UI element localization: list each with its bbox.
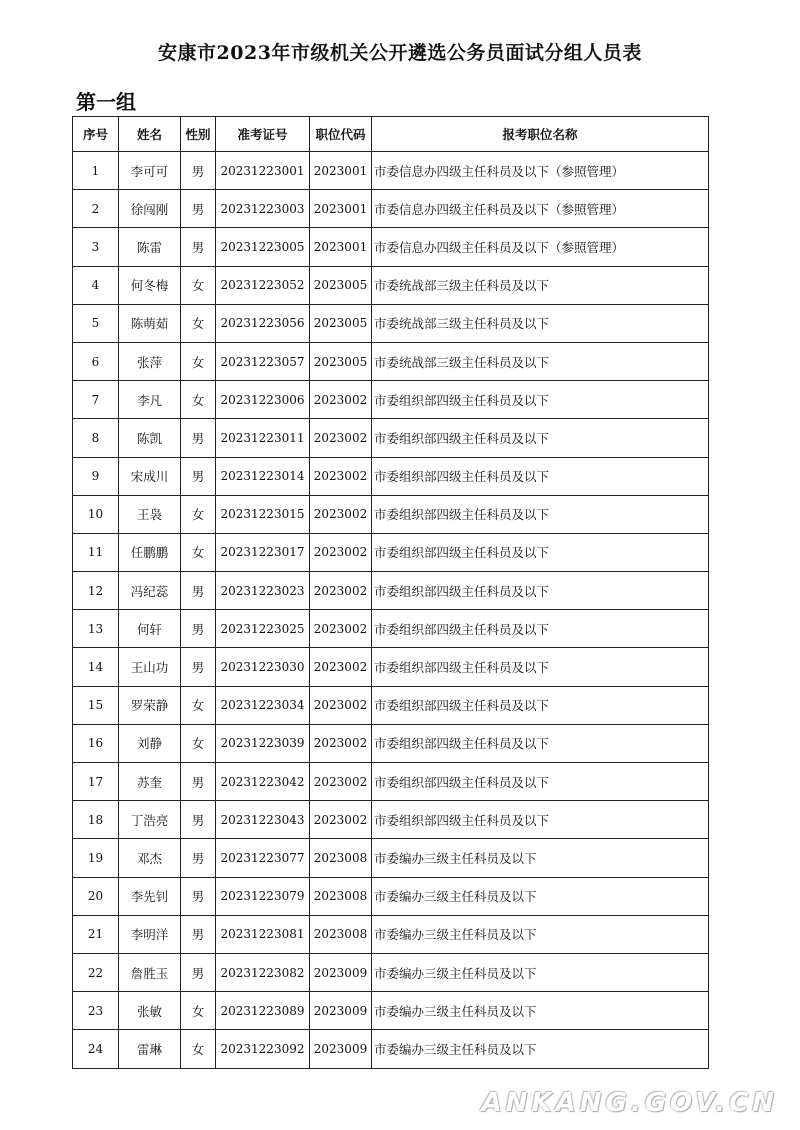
table-row: [73, 304, 709, 342]
cell-seq: 4: [73, 266, 119, 304]
cell-position-name: 市委编办三级主任科员及以下: [372, 992, 709, 1030]
cell-name: 罗荣静: [119, 686, 181, 724]
header-position-code: 职位代码: [310, 117, 372, 152]
header-name: 姓名: [119, 117, 181, 152]
cell-position-code: 2023008: [310, 915, 372, 953]
cell-position-code: 2023002: [310, 419, 372, 457]
cell-exam-id: 20231223030: [216, 648, 310, 686]
cell-seq: 18: [73, 801, 119, 839]
table-body: [73, 152, 709, 1069]
cell-position-name: 市委组织部四级主任科员及以下: [372, 724, 709, 762]
cell-name: 张萍: [119, 342, 181, 380]
cell-seq: 7: [73, 381, 119, 419]
cell-position-code: 2023005: [310, 342, 372, 380]
cell-seq: 10: [73, 495, 119, 533]
cell-position-code: 2023002: [310, 724, 372, 762]
cell-position-name: 市委组织部四级主任科员及以下: [372, 495, 709, 533]
cell-exam-id: 20231223006: [216, 381, 310, 419]
cell-gender: 女: [181, 495, 216, 533]
cell-exam-id: 20231223005: [216, 228, 310, 266]
table-row: [73, 228, 709, 266]
cell-seq: 6: [73, 342, 119, 380]
cell-gender: 男: [181, 457, 216, 495]
cell-position-code: 2023005: [310, 266, 372, 304]
cell-gender: 男: [181, 801, 216, 839]
cell-gender: 男: [181, 839, 216, 877]
cell-gender: 男: [181, 648, 216, 686]
cell-name: 雷琳: [119, 1030, 181, 1068]
table-row: [73, 763, 709, 801]
cell-position-name: 市委统战部三级主任科员及以下: [372, 266, 709, 304]
cell-name: 李可可: [119, 152, 181, 190]
cell-gender: 女: [181, 724, 216, 762]
cell-position-name: 市委组织部四级主任科员及以下: [372, 648, 709, 686]
table-row: [73, 686, 709, 724]
table-row: [73, 342, 709, 380]
cell-position-code: 2023009: [310, 953, 372, 991]
cell-seq: 12: [73, 572, 119, 610]
cell-gender: 女: [181, 381, 216, 419]
cell-exam-id: 20231223034: [216, 686, 310, 724]
cell-gender: 男: [181, 763, 216, 801]
cell-name: 李凡: [119, 381, 181, 419]
table-row: [73, 457, 709, 495]
cell-position-code: 2023002: [310, 381, 372, 419]
cell-position-name: 市委编办三级主任科员及以下: [372, 915, 709, 953]
table-row: [73, 724, 709, 762]
header-seq: 序号: [73, 117, 119, 152]
site-watermark: ANKANG.GOV.CN: [481, 1088, 778, 1118]
cell-name: 王袅: [119, 495, 181, 533]
cell-seq: 2: [73, 190, 119, 228]
cell-position-code: 2023002: [310, 686, 372, 724]
cell-gender: 男: [181, 228, 216, 266]
cell-name: 陈萌茹: [119, 304, 181, 342]
cell-exam-id: 20231223082: [216, 953, 310, 991]
table-header-row: [73, 117, 709, 152]
cell-gender: 女: [181, 533, 216, 571]
cell-exam-id: 20231223039: [216, 724, 310, 762]
cell-gender: 男: [181, 572, 216, 610]
cell-exam-id: 20231223092: [216, 1030, 310, 1068]
cell-position-name: 市委组织部四级主任科员及以下: [372, 763, 709, 801]
header-position-name: 报考职位名称: [372, 117, 709, 152]
cell-seq: 19: [73, 839, 119, 877]
cell-seq: 3: [73, 228, 119, 266]
cell-position-code: 2023008: [310, 877, 372, 915]
table-row: [73, 839, 709, 877]
table-row: [73, 915, 709, 953]
cell-exam-id: 20231223014: [216, 457, 310, 495]
cell-exam-id: 20231223052: [216, 266, 310, 304]
cell-name: 陈雷: [119, 228, 181, 266]
cell-name: 张敏: [119, 992, 181, 1030]
cell-name: 李先钊: [119, 877, 181, 915]
cell-exam-id: 20231223089: [216, 992, 310, 1030]
cell-position-name: 市委编办三级主任科员及以下: [372, 1030, 709, 1068]
table-row: [73, 801, 709, 839]
cell-seq: 13: [73, 610, 119, 648]
page-title: 安康市2023年市级机关公开遴选公务员面试分组人员表: [158, 42, 642, 64]
cell-exam-id: 20231223017: [216, 533, 310, 571]
cell-name: 丁浩亮: [119, 801, 181, 839]
cell-position-name: 市委编办三级主任科员及以下: [372, 877, 709, 915]
cell-name: 徐闯刚: [119, 190, 181, 228]
cell-name: 苏奎: [119, 763, 181, 801]
cell-name: 詹胜玉: [119, 953, 181, 991]
cell-seq: 9: [73, 457, 119, 495]
cell-position-code: 2023001: [310, 152, 372, 190]
cell-position-code: 2023002: [310, 801, 372, 839]
group-title: 第一组: [76, 90, 136, 114]
cell-seq: 5: [73, 304, 119, 342]
roster-table: [72, 116, 709, 1069]
cell-position-code: 2023002: [310, 457, 372, 495]
cell-gender: 男: [181, 610, 216, 648]
table-row: [73, 190, 709, 228]
cell-exam-id: 20231223079: [216, 877, 310, 915]
cell-gender: 男: [181, 953, 216, 991]
cell-position-code: 2023002: [310, 648, 372, 686]
table-row: [73, 992, 709, 1030]
cell-position-name: 市委组织部四级主任科员及以下: [372, 572, 709, 610]
cell-name: 任鹏鹏: [119, 533, 181, 571]
cell-exam-id: 20231223081: [216, 915, 310, 953]
cell-name: 邓杰: [119, 839, 181, 877]
cell-position-name: 市委组织部四级主任科员及以下: [372, 457, 709, 495]
cell-position-name: 市委统战部三级主任科员及以下: [372, 342, 709, 380]
table-row: [73, 533, 709, 571]
table-row: [73, 572, 709, 610]
cell-seq: 22: [73, 953, 119, 991]
cell-gender: 女: [181, 686, 216, 724]
cell-gender: 女: [181, 992, 216, 1030]
cell-name: 刘静: [119, 724, 181, 762]
cell-seq: 14: [73, 648, 119, 686]
table-row: [73, 1030, 709, 1068]
cell-gender: 男: [181, 877, 216, 915]
cell-name: 李明洋: [119, 915, 181, 953]
cell-exam-id: 20231223043: [216, 801, 310, 839]
table-row: [73, 495, 709, 533]
cell-seq: 21: [73, 915, 119, 953]
cell-position-name: 市委信息办四级主任科员及以下（参照管理）: [372, 190, 709, 228]
cell-exam-id: 20231223025: [216, 610, 310, 648]
cell-position-code: 2023005: [310, 304, 372, 342]
cell-name: 陈凯: [119, 419, 181, 457]
cell-position-code: 2023002: [310, 495, 372, 533]
cell-position-name: 市委组织部四级主任科员及以下: [372, 533, 709, 571]
cell-position-name: 市委组织部四级主任科员及以下: [372, 419, 709, 457]
cell-seq: 11: [73, 533, 119, 571]
cell-position-name: 市委信息办四级主任科员及以下（参照管理）: [372, 228, 709, 266]
cell-exam-id: 20231223042: [216, 763, 310, 801]
cell-position-name: 市委信息办四级主任科员及以下（参照管理）: [372, 152, 709, 190]
cell-gender: 女: [181, 304, 216, 342]
header-gender: 性别: [181, 117, 216, 152]
cell-name: 王山功: [119, 648, 181, 686]
cell-position-name: 市委组织部四级主任科员及以下: [372, 610, 709, 648]
cell-exam-id: 20231223057: [216, 342, 310, 380]
cell-seq: 23: [73, 992, 119, 1030]
cell-position-code: 2023002: [310, 610, 372, 648]
table-row: [73, 953, 709, 991]
table-row: [73, 152, 709, 190]
table-row: [73, 610, 709, 648]
cell-position-name: 市委统战部三级主任科员及以下: [372, 304, 709, 342]
header-exam-id: 准考证号: [216, 117, 310, 152]
cell-exam-id: 20231223023: [216, 572, 310, 610]
cell-position-name: 市委组织部四级主任科员及以下: [372, 801, 709, 839]
table-row: [73, 419, 709, 457]
cell-seq: 16: [73, 724, 119, 762]
cell-position-code: 2023009: [310, 1030, 372, 1068]
cell-gender: 女: [181, 266, 216, 304]
cell-name: 何轩: [119, 610, 181, 648]
cell-gender: 男: [181, 152, 216, 190]
cell-exam-id: 20231223001: [216, 152, 310, 190]
cell-seq: 1: [73, 152, 119, 190]
cell-gender: 男: [181, 915, 216, 953]
cell-gender: 男: [181, 419, 216, 457]
cell-seq: 24: [73, 1030, 119, 1068]
cell-position-code: 2023008: [310, 839, 372, 877]
cell-position-name: 市委组织部四级主任科员及以下: [372, 686, 709, 724]
cell-position-code: 2023002: [310, 763, 372, 801]
table-row: [73, 648, 709, 686]
table-row: [73, 266, 709, 304]
cell-exam-id: 20231223003: [216, 190, 310, 228]
cell-gender: 女: [181, 342, 216, 380]
cell-position-code: 2023009: [310, 992, 372, 1030]
cell-name: 冯纪蕊: [119, 572, 181, 610]
cell-seq: 8: [73, 419, 119, 457]
cell-seq: 20: [73, 877, 119, 915]
cell-position-code: 2023001: [310, 190, 372, 228]
cell-position-code: 2023001: [310, 228, 372, 266]
cell-gender: 女: [181, 1030, 216, 1068]
cell-exam-id: 20231223056: [216, 304, 310, 342]
cell-name: 宋成川: [119, 457, 181, 495]
cell-seq: 15: [73, 686, 119, 724]
table-row: [73, 381, 709, 419]
cell-exam-id: 20231223077: [216, 839, 310, 877]
table-row: [73, 877, 709, 915]
cell-exam-id: 20231223011: [216, 419, 310, 457]
cell-position-code: 2023002: [310, 572, 372, 610]
cell-position-name: 市委编办三级主任科员及以下: [372, 839, 709, 877]
cell-name: 何冬梅: [119, 266, 181, 304]
cell-position-name: 市委编办三级主任科员及以下: [372, 953, 709, 991]
cell-position-code: 2023002: [310, 533, 372, 571]
cell-gender: 男: [181, 190, 216, 228]
cell-seq: 17: [73, 763, 119, 801]
cell-position-name: 市委组织部四级主任科员及以下: [372, 381, 709, 419]
cell-exam-id: 20231223015: [216, 495, 310, 533]
